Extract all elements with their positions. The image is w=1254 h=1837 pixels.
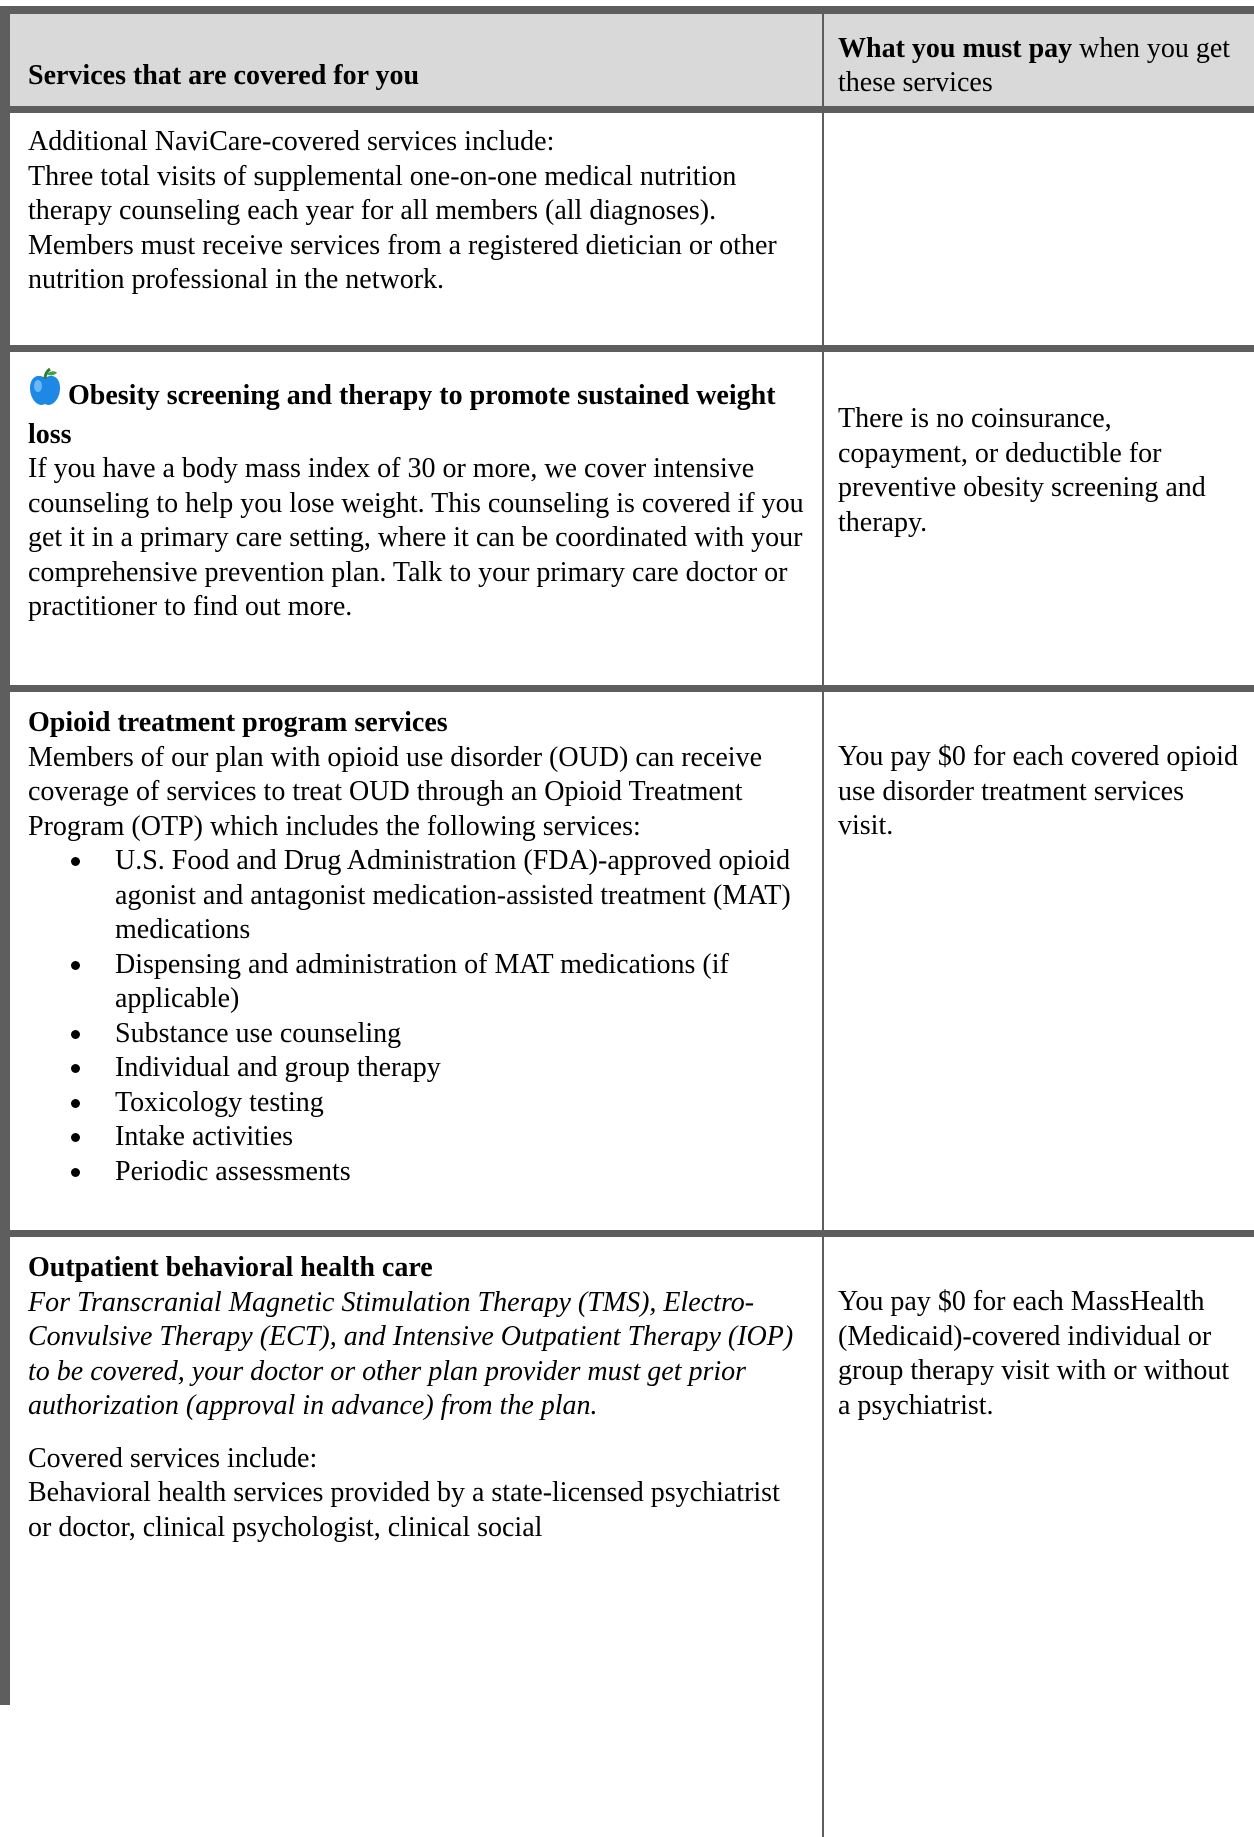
list-item: Toxicology testing [115,1086,806,1121]
list-item: Individual and group therapy [115,1051,806,1086]
list-item: Dispensing and administration of MAT medications (if applicable) [115,948,806,1017]
list-item: Substance use counseling [115,1017,806,1052]
behavioral-body: Behavioral health services provided by a state-licensed psychiatrist or doctor, clinical psychologist, clinical social [28,1477,780,1543]
list-item: U.S. Food and Drug Administration (FDA)-approved opioid agonist and antagonist medication-assisted treatment (MAT) medications [115,844,806,948]
behavioral-prior-auth-note: For Transcranial Magnetic Stimulation Therapy (TMS), Electro-Convulsive Therapy (ECT), and Intensive Outpatient Therapy (IOP) to be covered, your doctor or other plan provider must get prior authorization (approval in advance) from the plan. [28,1286,794,1421]
row-outpatient-behavioral [10,1237,1254,1837]
opioid-services-list [28,844,806,1189]
list-item: Periodic assessments [115,1155,806,1190]
benefits-table [0,6,1254,1705]
row-additional-navicare [10,113,1254,352]
additional-services-intro: Additional NaviCare-covered services include: [28,126,555,157]
behavioral-pay: You pay $0 for each MassHealth (Medicaid)-covered individual or group therapy visit with or without a psychiatrist. [822,1237,1254,1837]
table-header [10,14,1254,113]
additional-services-detail: Three total visits of supplemental one-on-one medical nutrition therapy counseling each year for all members (all diagnoses). Members must receive services from a registered dietician or other nutrition professional in the network. [28,160,777,295]
behavioral-covered-label: Covered services include: [28,1442,318,1474]
opioid-pay: You pay $0 for each covered opioid use disorder treatment services visit. [822,692,1254,1230]
header-what-you-pay [822,14,1254,106]
list-item: Intake activities [115,1120,806,1155]
behavioral-title: Outpatient behavioral health care [28,1252,433,1283]
apple-icon [28,368,62,418]
opioid-title: Opioid treatment program services [28,707,448,738]
obesity-title: Obesity screening and therapy to promote sustained weight loss [28,368,806,452]
obesity-pay: There is no coinsurance, copayment, or deductible for preventive obesity screening and therapy. [822,352,1254,685]
opioid-body: Members of our plan with opioid use disorder (OUD) can receive coverage of services to treat OUD through an Opioid Treatment Program (OTP) which includes the following services: [28,741,763,842]
row-opioid-treatment [10,692,1254,1237]
header-pay-bold: What you must pay [838,33,1073,64]
row-obesity-screening [10,352,1254,692]
header-services-covered: Services that are covered for you [28,60,420,91]
obesity-body: If you have a body mass index of 30 or more, we cover intensive counseling to help you lose weight. This counseling is covered if you get it in a primary care setting, where it can be coordinated with your comprehensive prevention plan. Talk to your primary care doctor or practitioner to find out more. [28,453,804,622]
header-pay-rest: when you get these services [838,33,1231,98]
pay-cell-empty [822,113,1254,345]
